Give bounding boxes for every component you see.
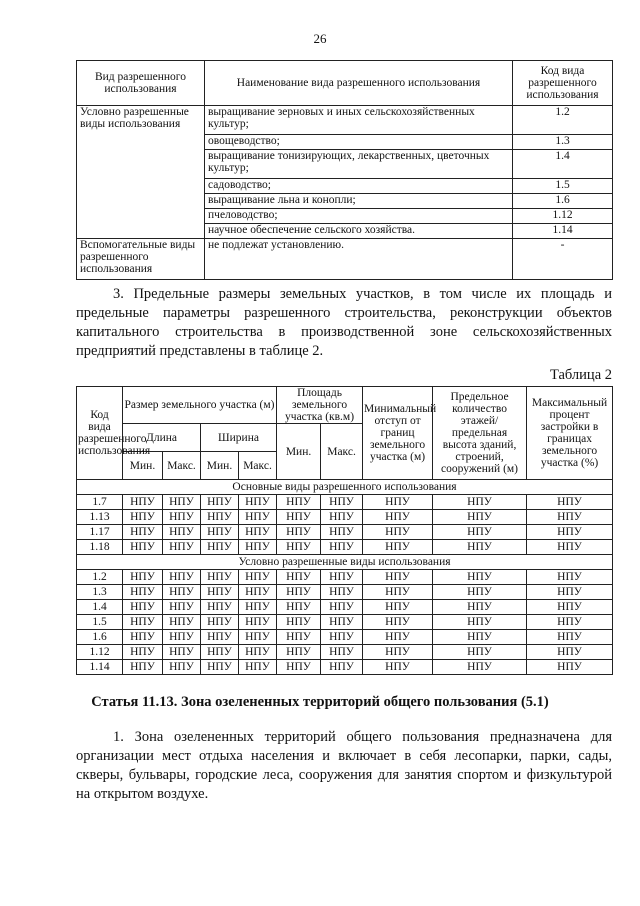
header-use-name: Наименование вида разрешенного использования: [205, 61, 513, 106]
conditional-use-label: Условно разрешенные виды использования: [77, 106, 205, 239]
table-row: [77, 495, 613, 510]
row-value: НПУ: [433, 495, 527, 510]
row-value: НПУ: [277, 645, 321, 660]
header-use-code: Код вида разрешенного использования: [513, 61, 613, 106]
row-value: НПУ: [239, 495, 277, 510]
row-value: НПУ: [239, 660, 277, 675]
row-code: 1.13: [77, 510, 123, 525]
row-value: НПУ: [321, 630, 363, 645]
row-value: НПУ: [363, 630, 433, 645]
row-value: НПУ: [201, 630, 239, 645]
row-value: НПУ: [239, 570, 277, 585]
row-value: НПУ: [123, 600, 163, 615]
header-width-max: Макс.: [239, 452, 277, 480]
row-value: НПУ: [201, 510, 239, 525]
row-value: НПУ: [123, 615, 163, 630]
row-value: НПУ: [527, 525, 613, 540]
row-value: НПУ: [239, 645, 277, 660]
row-value: НПУ: [239, 510, 277, 525]
row-value: НПУ: [163, 525, 201, 540]
header-length: Длина: [123, 424, 201, 452]
table-row: [77, 630, 613, 645]
header-size: Размер земельного участка (м): [123, 387, 277, 424]
row-value: НПУ: [321, 615, 363, 630]
header-area-min: Мин.: [277, 424, 321, 480]
row-value: НПУ: [363, 570, 433, 585]
header-floors: Предельное количество этажей/ предельная высота зданий, строений, сооружений (м): [433, 387, 527, 480]
row-value: НПУ: [201, 615, 239, 630]
row-value: НПУ: [321, 570, 363, 585]
row-value: НПУ: [527, 645, 613, 660]
row-value: НПУ: [163, 585, 201, 600]
row-value: НПУ: [163, 540, 201, 555]
row-value: НПУ: [527, 630, 613, 645]
row-code: 1.18: [77, 540, 123, 555]
table-2-caption: Таблица 2: [549, 367, 612, 383]
row-value: НПУ: [239, 585, 277, 600]
article-title: Статья 11.13. Зона озелененных территорий общего пользования (5.1): [91, 694, 549, 710]
row-value: НПУ: [201, 660, 239, 675]
row-value: НПУ: [123, 540, 163, 555]
table-row: [77, 645, 613, 660]
header-length-min: Мин.: [123, 452, 163, 480]
row-value: НПУ: [277, 660, 321, 675]
table-row: [77, 615, 613, 630]
row-value: НПУ: [433, 630, 527, 645]
row-value: НПУ: [363, 585, 433, 600]
row-value: НПУ: [433, 660, 527, 675]
row-value: НПУ: [123, 510, 163, 525]
row-value: НПУ: [363, 660, 433, 675]
row-value: НПУ: [277, 630, 321, 645]
use-name: овощеводство;: [205, 135, 513, 150]
row-value: НПУ: [277, 495, 321, 510]
header-use-type: Вид разрешенного использования: [77, 61, 205, 106]
row-code: 1.2: [77, 570, 123, 585]
row-value: НПУ: [201, 645, 239, 660]
row-value: НПУ: [201, 570, 239, 585]
row-value: НПУ: [433, 510, 527, 525]
use-code: 1.5: [513, 179, 613, 194]
row-value: НПУ: [163, 600, 201, 615]
use-name: выращивание льна и конопли;: [205, 194, 513, 209]
row-value: НПУ: [321, 495, 363, 510]
row-value: НПУ: [201, 600, 239, 615]
row-value: НПУ: [239, 540, 277, 555]
row-value: НПУ: [527, 540, 613, 555]
row-value: НПУ: [363, 645, 433, 660]
row-value: НПУ: [123, 645, 163, 660]
table-row: [77, 510, 613, 525]
row-value: НПУ: [527, 570, 613, 585]
row-value: НПУ: [163, 630, 201, 645]
row-value: НПУ: [163, 660, 201, 675]
header-code: Код вида разрешенного использования: [77, 387, 123, 480]
table-row: [77, 540, 613, 555]
header-area: Площадь земельного участка (кв.м): [277, 387, 363, 424]
header-percent: Максимальный процент застройки в границах земельного участка (%): [527, 387, 613, 480]
table-row: [77, 570, 613, 585]
header-offset: Минимальный отступ от границ земельного участка (м): [363, 387, 433, 480]
permitted-use-table: [76, 60, 613, 280]
row-value: НПУ: [321, 540, 363, 555]
use-code: 1.4: [513, 150, 613, 179]
table-row: [77, 585, 613, 600]
row-value: НПУ: [527, 585, 613, 600]
row-value: НПУ: [277, 600, 321, 615]
row-value: НПУ: [123, 495, 163, 510]
table-row: [77, 525, 613, 540]
row-value: НПУ: [201, 585, 239, 600]
row-value: НПУ: [363, 495, 433, 510]
row-code: 1.5: [77, 615, 123, 630]
use-name: пчеловодство;: [205, 209, 513, 224]
use-name: выращивание тонизирующих, лекарственных, цветочных культур;: [205, 150, 513, 179]
row-value: НПУ: [321, 510, 363, 525]
row-value: НПУ: [321, 585, 363, 600]
row-value: НПУ: [433, 525, 527, 540]
row-value: НПУ: [201, 495, 239, 510]
row-value: НПУ: [239, 525, 277, 540]
row-code: 1.7: [77, 495, 123, 510]
row-value: НПУ: [123, 570, 163, 585]
use-name: выращивание зерновых и иных сельскохозяйственных культур;: [205, 106, 513, 135]
row-code: 1.6: [77, 630, 123, 645]
row-value: НПУ: [433, 615, 527, 630]
header-area-max: Макс.: [321, 424, 363, 480]
row-value: НПУ: [163, 510, 201, 525]
row-value: НПУ: [277, 510, 321, 525]
row-value: НПУ: [277, 540, 321, 555]
table-row: [77, 600, 613, 615]
row-value: НПУ: [277, 615, 321, 630]
main-rows: [77, 495, 613, 555]
header-width-min: Мин.: [201, 452, 239, 480]
row-value: НПУ: [363, 510, 433, 525]
row-value: НПУ: [201, 525, 239, 540]
row-value: НПУ: [123, 630, 163, 645]
auxiliary-use-code: -: [513, 239, 613, 280]
use-code: 1.2: [513, 106, 613, 135]
row-value: НПУ: [433, 585, 527, 600]
row-value: НПУ: [123, 660, 163, 675]
row-value: НПУ: [239, 600, 277, 615]
row-value: НПУ: [239, 630, 277, 645]
row-value: НПУ: [527, 600, 613, 615]
row-value: НПУ: [433, 600, 527, 615]
use-code: 1.14: [513, 224, 613, 239]
section-conditional: Условно разрешенные виды использования: [77, 555, 613, 570]
row-value: НПУ: [239, 615, 277, 630]
row-code: 1.3: [77, 585, 123, 600]
row-value: НПУ: [527, 510, 613, 525]
use-code: 1.6: [513, 194, 613, 209]
row-code: 1.12: [77, 645, 123, 660]
row-code: 1.14: [77, 660, 123, 675]
header-length-max: Макс.: [163, 452, 201, 480]
row-value: НПУ: [433, 645, 527, 660]
use-code: 1.3: [513, 135, 613, 150]
page-number: 26: [313, 31, 327, 46]
row-value: НПУ: [527, 615, 613, 630]
use-name: садоводство;: [205, 179, 513, 194]
section-main: Основные виды разрешенного использования: [77, 480, 613, 495]
table-row: [77, 660, 613, 675]
row-value: НПУ: [321, 600, 363, 615]
row-value: НПУ: [277, 585, 321, 600]
row-value: НПУ: [321, 525, 363, 540]
row-value: НПУ: [363, 600, 433, 615]
auxiliary-use-name: не подлежат установлению.: [205, 239, 513, 280]
row-value: НПУ: [277, 525, 321, 540]
auxiliary-use-label: Вспомогательные виды разрешенного использования: [77, 239, 205, 280]
row-value: НПУ: [321, 660, 363, 675]
row-value: НПУ: [363, 615, 433, 630]
use-code: 1.12: [513, 209, 613, 224]
row-code: 1.4: [77, 600, 123, 615]
parameters-table: [76, 386, 613, 675]
row-value: НПУ: [321, 645, 363, 660]
row-value: НПУ: [163, 615, 201, 630]
row-code: 1.17: [77, 525, 123, 540]
row-value: НПУ: [123, 585, 163, 600]
conditional-rows: [77, 570, 613, 675]
paragraph-3: 3. Предельные размеры земельных участков, в том числе их площадь и предельные параметры разрешенного строительства, реконструкции объектов капитального строительства в производственной зоне сельскохозяйственных предприятий представлены в таблице 2.: [76, 286, 612, 359]
row-value: НПУ: [433, 540, 527, 555]
row-value: НПУ: [433, 570, 527, 585]
row-value: НПУ: [527, 495, 613, 510]
row-value: НПУ: [163, 495, 201, 510]
row-value: НПУ: [163, 645, 201, 660]
use-name: научное обеспечение сельского хозяйства.: [205, 224, 513, 239]
row-value: НПУ: [363, 540, 433, 555]
row-value: НПУ: [163, 570, 201, 585]
row-value: НПУ: [277, 570, 321, 585]
header-width: Ширина: [201, 424, 277, 452]
paragraph-1: 1. Зона озелененных территорий общего пользования предназначена для организации мест отдыха населения и включает в себя лесопарки, парки, сады, скверы, бульвары, городские леса, сооружения для занятия спортом и физкультурой на открытом воздухе.: [76, 729, 612, 802]
row-value: НПУ: [363, 525, 433, 540]
row-value: НПУ: [527, 660, 613, 675]
row-value: НПУ: [201, 540, 239, 555]
row-value: НПУ: [123, 525, 163, 540]
